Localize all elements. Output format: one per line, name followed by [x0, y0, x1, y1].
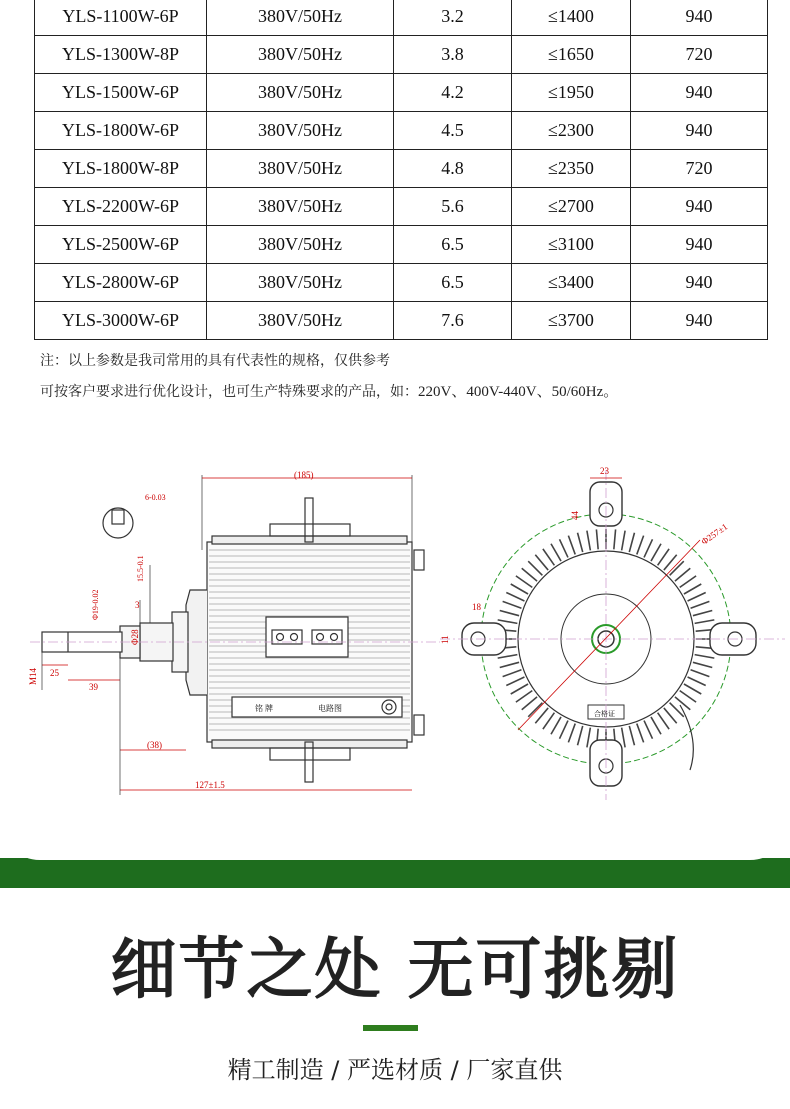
spec-cell: 3.8 [394, 36, 512, 74]
dim-18-label: 18 [472, 602, 481, 612]
dim-23-label: 23 [600, 466, 609, 476]
dim-44-label: 44 [570, 511, 580, 520]
spec-cell: YLS-1500W-6P [35, 74, 207, 112]
note-line-1: 注：以上参数是我司常用的具有代表性的规格，仅供参考 [40, 353, 390, 369]
spec-cell: YLS-2800W-6P [35, 264, 207, 302]
spec-cell: 940 [631, 188, 768, 226]
spec-row [35, 188, 768, 226]
spec-cell: 380V/50Hz [207, 112, 394, 150]
spec-cell: 3.2 [394, 0, 512, 36]
spec-cell: 380V/50Hz [207, 150, 394, 188]
spec-cell: 380V/50Hz [207, 302, 394, 340]
spec-cell: 940 [631, 264, 768, 302]
spec-cell: YLS-2200W-6P [35, 188, 207, 226]
spec-row [35, 0, 768, 36]
spec-cell: ≤2300 [512, 112, 631, 150]
section-headline: 细节之处 无可挑剔 [110, 931, 680, 1008]
spec-cell: 380V/50Hz [207, 226, 394, 264]
spec-cell: ≤3400 [512, 264, 631, 302]
spec-cell: 5.6 [394, 188, 512, 226]
spec-cell: 940 [631, 226, 768, 264]
spec-table-body [35, 0, 768, 340]
section-subline: 精工制造 / 严选材质 / 厂家直供 [227, 1056, 563, 1084]
spec-row [35, 74, 768, 112]
circuit-label: 电路图 [318, 704, 342, 713]
spec-cell: ≤1950 [512, 74, 631, 112]
spec-cell: YLS-1800W-8P [35, 150, 207, 188]
spec-cell: ≤2700 [512, 188, 631, 226]
dim-15-5-label: 15.5-0.1 [136, 555, 145, 582]
spec-cell: 380V/50Hz [207, 74, 394, 112]
spec-cell: 940 [631, 302, 768, 340]
spec-cell: ≤1650 [512, 36, 631, 74]
section-divider-band [0, 858, 790, 888]
headline-accent-bar [363, 1025, 418, 1031]
dim-39-label: 39 [89, 682, 98, 692]
spec-row [35, 36, 768, 74]
motor-dimension-drawing [0, 440, 790, 810]
spec-cell: ≤3700 [512, 302, 631, 340]
spec-row [35, 264, 768, 302]
dim-phi19-label: Φ19-0.02 [91, 589, 100, 620]
dim-25-label: 25 [50, 668, 59, 678]
spec-row [35, 112, 768, 150]
spec-cell: 380V/50Hz [207, 0, 394, 36]
spec-cell: 4.2 [394, 74, 512, 112]
spec-cell: 380V/50Hz [207, 188, 394, 226]
spec-cell: 940 [631, 112, 768, 150]
spec-cell: 4.8 [394, 150, 512, 188]
note-line-2 [40, 380, 618, 401]
spec-cell: YLS-1300W-8P [35, 36, 207, 74]
motor-front-view [462, 482, 756, 786]
spec-cell: 940 [631, 0, 768, 36]
spec-cell: 720 [631, 150, 768, 188]
spec-cell: YLS-1800W-6P [35, 112, 207, 150]
spec-row [35, 226, 768, 264]
spec-cell: YLS-1100W-6P [35, 0, 207, 36]
cert-label: 合格证 [594, 710, 615, 718]
spec-cell: 7.6 [394, 302, 512, 340]
nameplate-label: 铭 牌 [255, 704, 273, 713]
spec-cell: 720 [631, 36, 768, 74]
spec-cell: 6.5 [394, 264, 512, 302]
spec-cell: 940 [631, 74, 768, 112]
dim-185-label: (185) [294, 470, 314, 480]
spec-cell: YLS-2500W-6P [35, 226, 207, 264]
spec-row [35, 150, 768, 188]
spec-cell: 380V/50Hz [207, 264, 394, 302]
spec-cell: 380V/50Hz [207, 36, 394, 74]
spec-table [34, 0, 768, 340]
spec-cell: ≤2350 [512, 150, 631, 188]
dim-6-label: 6-0.03 [145, 493, 166, 502]
spec-cell: YLS-3000W-6P [35, 302, 207, 340]
dim-phi257-label: Φ257±1 [699, 521, 730, 547]
note-line-2-en: 220V、400V-440V、50/60Hz。 [418, 384, 619, 400]
spec-cell: 4.5 [394, 112, 512, 150]
dim-m14-label: M14 [28, 667, 38, 685]
spec-cell: ≤3100 [512, 226, 631, 264]
spec-cell: 6.5 [394, 226, 512, 264]
dim-38-label: (38) [147, 740, 162, 750]
dim-3-label: 3 [135, 600, 140, 610]
motor-side-view [42, 475, 424, 795]
dim-11-label: 11 [440, 635, 450, 644]
spec-cell: ≤1400 [512, 0, 631, 36]
spec-row [35, 302, 768, 340]
dim-127-label: 127±1.5 [195, 780, 225, 790]
note-line-2-cn: 可按客户要求进行优化设计，也可生产特殊要求的产品，如： [40, 384, 418, 400]
section-divider-curve [0, 820, 790, 860]
dim-phi28-label: Φ28 [130, 629, 140, 645]
